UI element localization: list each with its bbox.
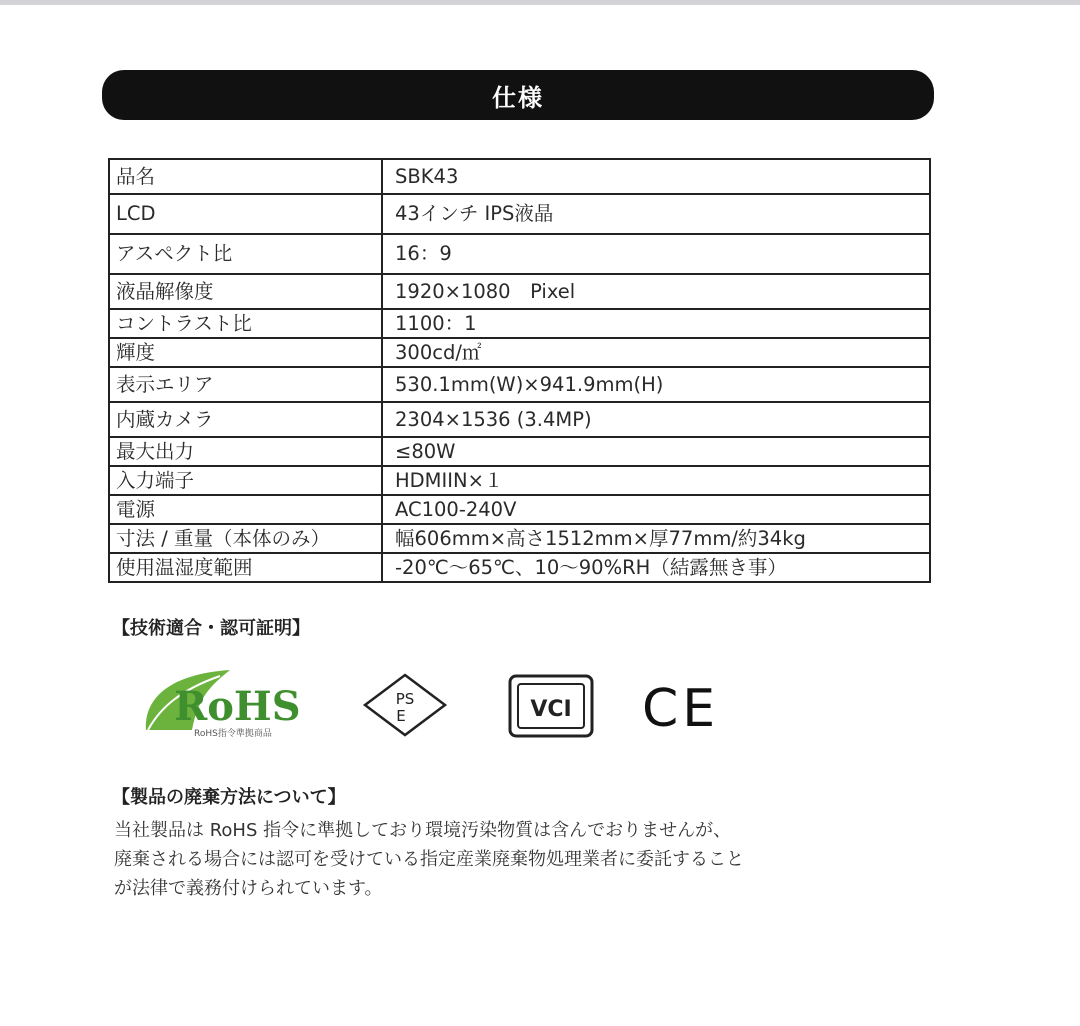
- spec-key: 寸法 / 重量（本体のみ）: [109, 524, 382, 553]
- spec-key: 液晶解像度: [109, 274, 382, 309]
- spec-key: 品名: [109, 159, 382, 194]
- ce-text: CE: [642, 679, 720, 738]
- rohs-logo: [140, 668, 310, 740]
- ce-mark: [640, 674, 724, 738]
- spec-key: 入力端子: [109, 466, 382, 495]
- spec-key: LCD: [109, 194, 382, 234]
- spec-value: HDMIIN×１: [382, 466, 930, 495]
- spec-value: ≤80W: [382, 437, 930, 466]
- spec-row: [109, 553, 930, 582]
- pse-mark: [362, 672, 448, 738]
- vcci-text: VCI: [530, 697, 572, 722]
- certification-logos: [140, 668, 740, 748]
- spec-value: -20℃～65℃、10～90%RH（結露無き事）: [382, 553, 930, 582]
- section-title-bar: [102, 70, 934, 120]
- disposal-line: 当社製品は RoHS 指令に準拠しており環境汚染物質は含んでおりませんが、: [114, 820, 732, 841]
- pse-text-bottom: E: [396, 707, 406, 725]
- spec-value: SBK43: [382, 159, 930, 194]
- spec-row: [109, 274, 930, 309]
- spec-table: [108, 158, 931, 583]
- vcci-mark: [508, 674, 594, 738]
- spec-value: 幅606mm×高さ1512mm×厚77mm/約34kg: [382, 524, 930, 553]
- spec-row: [109, 309, 930, 338]
- spec-row: [109, 495, 930, 524]
- rohs-text: RoHS: [174, 683, 301, 730]
- spec-value: 2304×1536 (3.4MP): [382, 402, 930, 437]
- disposal-text: [114, 816, 874, 903]
- spec-row: [109, 402, 930, 437]
- disposal-line: が法律で義務付けられています。: [114, 878, 383, 899]
- spec-value: 300cd/㎡: [382, 338, 930, 367]
- spec-row: [109, 194, 930, 234]
- pse-text-top: PS: [395, 690, 415, 708]
- spec-key: 使用温湿度範囲: [109, 553, 382, 582]
- rohs-subtext: RoHS指令準拠商品: [194, 729, 272, 739]
- spec-key: 電源: [109, 495, 382, 524]
- spec-value: 530.1mm(W)×941.9mm(H): [382, 367, 930, 402]
- spec-key: 内蔵カメラ: [109, 402, 382, 437]
- spec-value: 1100：1: [382, 309, 930, 338]
- spec-row: [109, 367, 930, 402]
- spec-key: 輝度: [109, 338, 382, 367]
- certification-heading: 【技術適合・認可証明】: [112, 618, 310, 639]
- top-border: [0, 0, 1080, 5]
- spec-row: [109, 466, 930, 495]
- spec-value: 1920×1080 Pixel: [382, 274, 930, 309]
- disposal-heading: 【製品の廃棄方法について】: [112, 787, 346, 808]
- spec-value: 43インチ IPS液晶: [382, 194, 930, 234]
- spec-row: [109, 338, 930, 367]
- spec-row: [109, 524, 930, 553]
- section-title: 仕様: [492, 83, 544, 112]
- spec-key: 最大出力: [109, 437, 382, 466]
- spec-row: [109, 437, 930, 466]
- spec-key: コントラスト比: [109, 309, 382, 338]
- spec-row: [109, 159, 930, 194]
- spec-value: AC100-240V: [382, 495, 930, 524]
- spec-key: 表示エリア: [109, 367, 382, 402]
- disposal-line: 廃棄される場合には認可を受けている指定産業廃棄物処理業者に委託すること: [114, 849, 744, 870]
- spec-key: アスペクト比: [109, 234, 382, 274]
- spec-value: 16：9: [382, 234, 930, 274]
- spec-row: [109, 234, 930, 274]
